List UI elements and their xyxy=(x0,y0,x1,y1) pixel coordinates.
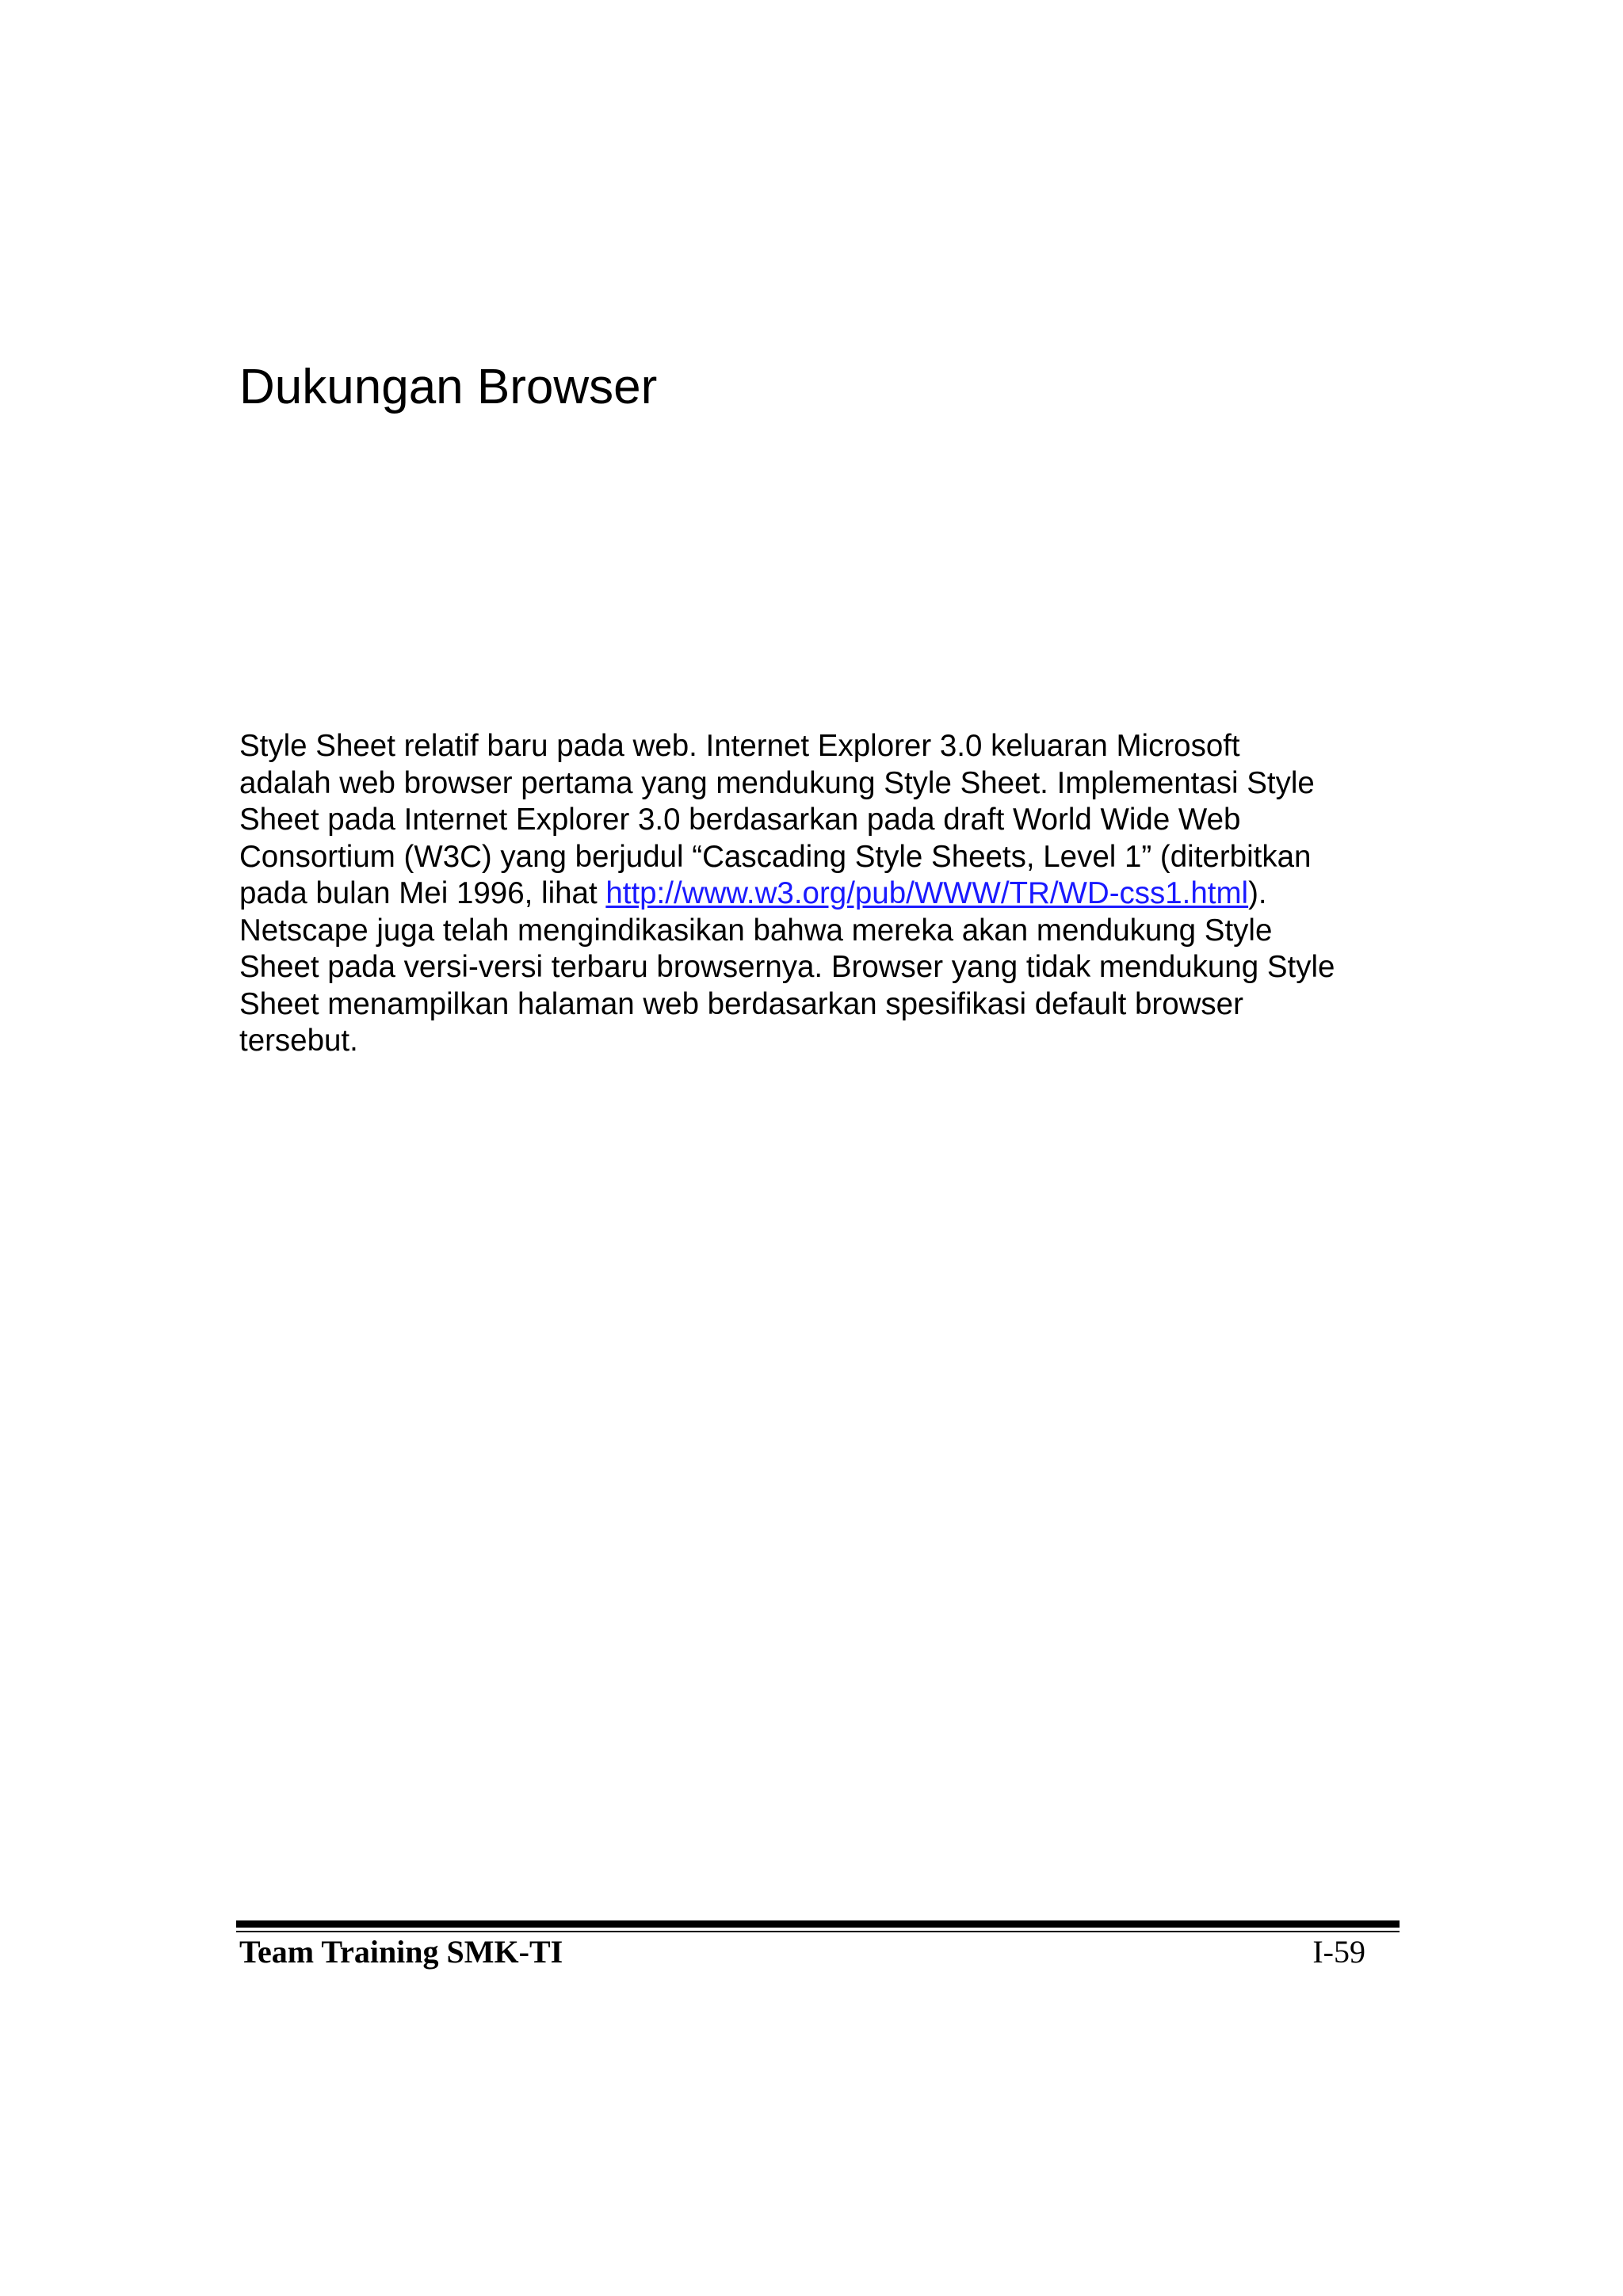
link-suffix-text: ). xyxy=(1248,876,1267,910)
paragraph-line: Style Sheet relatif baru pada web. Internet Explorer 3.0 keluaran Microsoft xyxy=(239,729,1240,763)
paragraph-line: Sheet pada Internet Explorer 3.0 berdasarkan pada draft World Wide Web xyxy=(239,803,1241,837)
page-title: Dukungan Browser xyxy=(239,360,658,414)
footer-rule-thick xyxy=(236,1920,1400,1928)
footer-page-number: I-59 xyxy=(1312,1934,1365,1970)
paragraph-line-with-link xyxy=(239,875,1428,913)
paragraph-line: tersebut. xyxy=(239,1024,358,1058)
paragraph-line: Sheet menampilkan halaman web berdasarkan spesifikasi default browser xyxy=(239,986,1243,1021)
paragraph-line: adalah web browser pertama yang mendukung Style Sheet. Implementasi Style xyxy=(239,765,1315,800)
w3c-css1-link[interactable]: http://www.w3.org/pub/WWW/TR/WD-css1.html xyxy=(605,876,1249,910)
paragraph-line: Sheet pada versi-versi terbaru browsernya. Browser yang tidak mendukung Style xyxy=(239,950,1335,984)
paragraph-line: Netscape juga telah mengindikasikan bahwa mereka akan mendukung Style xyxy=(239,913,1273,948)
body-paragraph xyxy=(239,728,1428,1060)
link-prefix-text: pada bulan Mei 1996, lihat xyxy=(239,876,606,910)
footer-rule-thin xyxy=(236,1931,1400,1932)
paragraph-line: Consortium (W3C) yang berjudul “Cascading Style Sheets, Level 1” (diterbitkan xyxy=(239,839,1312,874)
footer-author: Team Training SMK-TI xyxy=(239,1934,563,1970)
